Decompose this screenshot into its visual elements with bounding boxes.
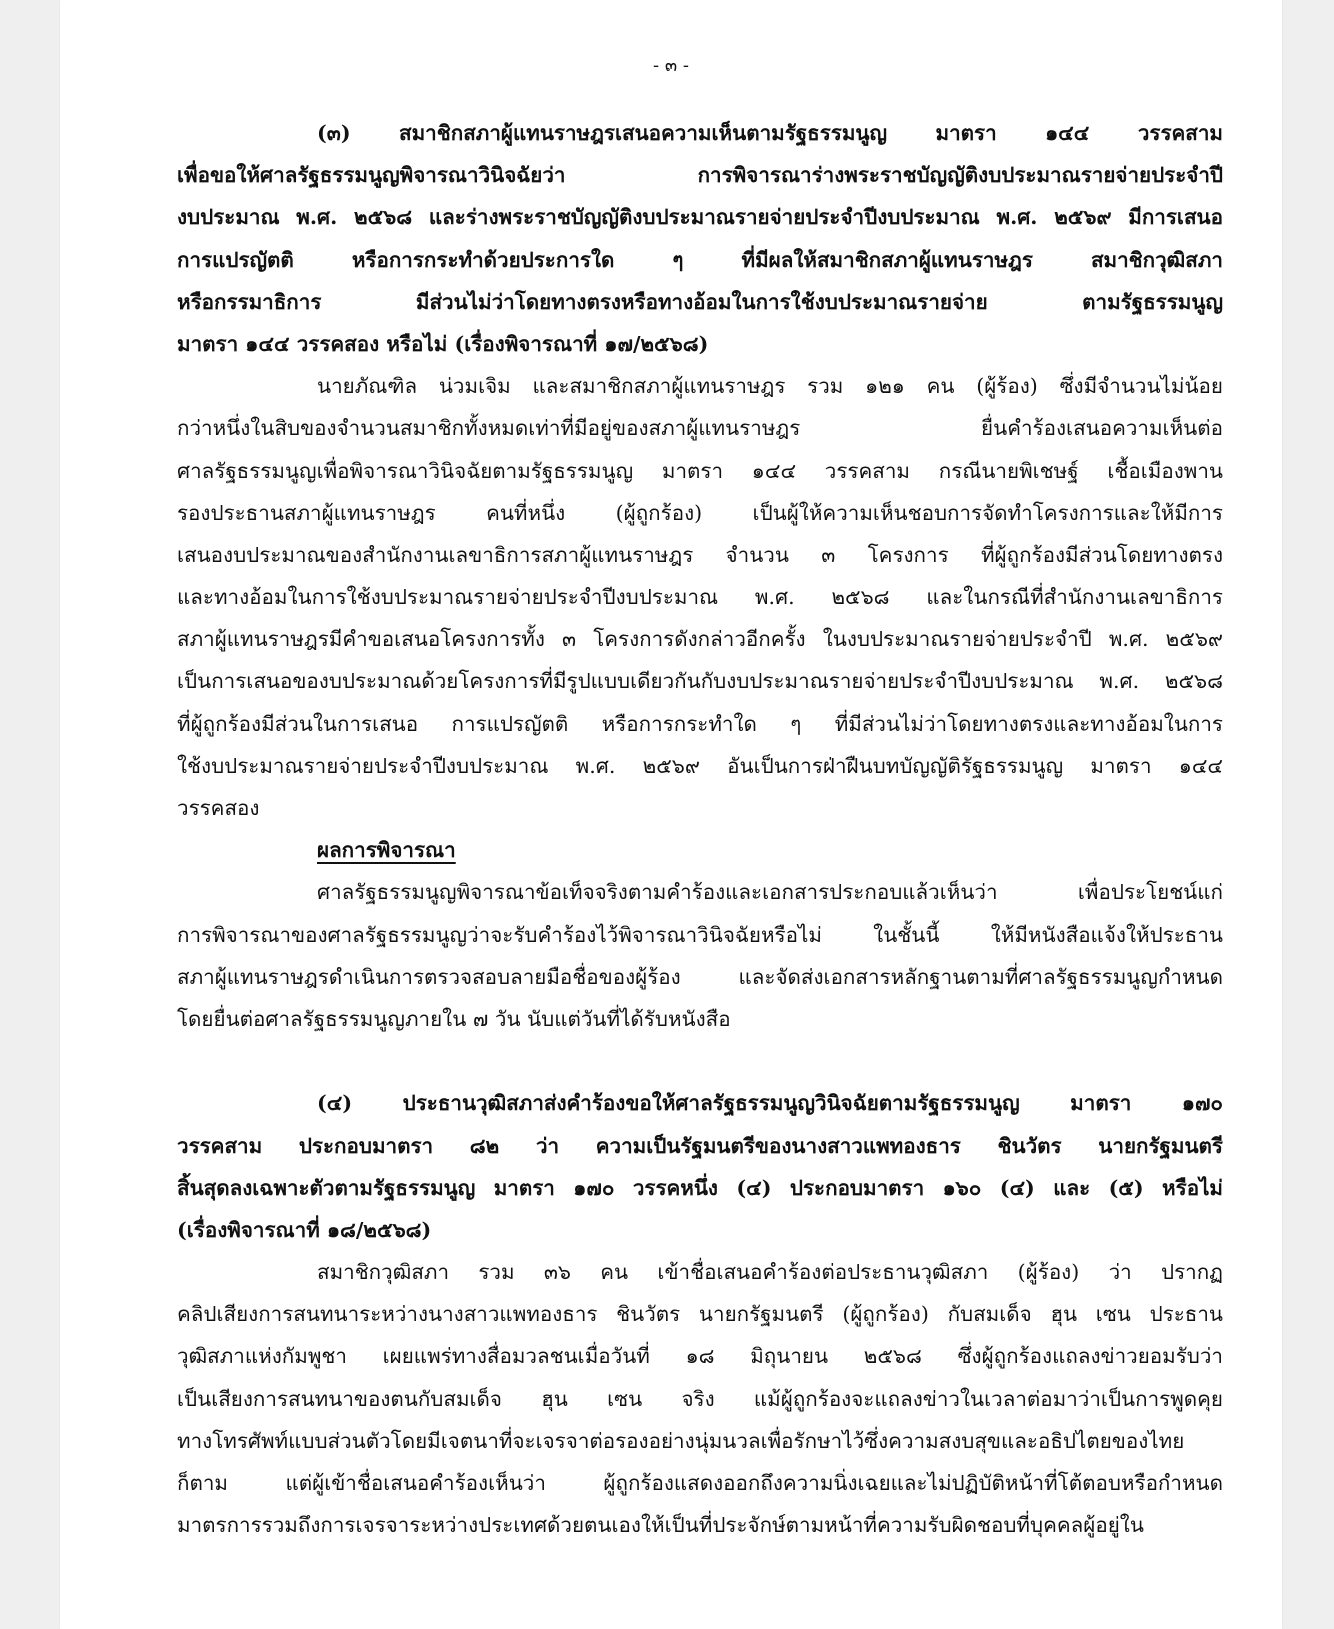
item4-body-line: สมาชิกวุฒิสภา รวม ๓๖ คน เข้าชื่อเสนอคำร้องต่อประธานวุฒิสภา (ผู้ร้อง) ว่า ปรากฏ bbox=[317, 1260, 1223, 1285]
section-gap bbox=[177, 1040, 1223, 1082]
result-line: สภาผู้แทนราษฎรดำเนินการตรวจสอบลายมือชื่อของผู้ร้อง และจัดส่งเอกสารหลักฐานตามที่ศาลรัฐธรรมนูญกำหนด bbox=[177, 964, 1223, 989]
item3-body-line: นายภัณฑิล น่วมเจิม และสมาชิกสภาผู้แทนราษฎร รวม ๑๒๑ คน (ผู้ร้อง) ซึ่งมีจำนวนไม่น้อย bbox=[317, 374, 1223, 399]
item3-body-line: วรรคสอง bbox=[177, 796, 260, 820]
item4-title-line: วรรคสาม ประกอบมาตรา ๘๒ ว่า ความเป็นรัฐมนตรีของนางสาวแพทองธาร ชินวัตร นายกรัฐมนตรี bbox=[177, 1133, 1223, 1158]
item4-body bbox=[177, 1251, 1223, 1546]
item3-body-line: รองประธานสภาผู้แทนราษฎร คนที่หนึ่ง (ผู้ถูกร้อง) เป็นผู้ให้ความเห็นชอบการจัดทำโครงการและให้มีการ bbox=[177, 500, 1223, 525]
result-line: โดยยื่นต่อศาลรัฐธรรมนูญภายใน ๗ วัน นับแต่วันที่ได้รับหนังสือ bbox=[177, 1006, 731, 1031]
item3-title-line: เพื่อขอให้ศาลรัฐธรรมนูญพิจารณาวินิจฉัยว่า การพิจารณาร่างพระราชบัญญัติงบประมาณรายจ่ายประจำปี bbox=[177, 163, 1223, 188]
result-line: การพิจารณาของศาลรัฐธรรมนูญว่าจะรับคำร้องไว้พิจารณาวินิจฉัยหรือไม่ ในชั้นนี้ ให้มีหนังสือแจ้งให้ประธาน bbox=[177, 922, 1223, 947]
item4-body-line: วุฒิสภาแห่งกัมพูชา เผยแพร่ทางสื่อมวลชนเมื่อวันที่ ๑๘ มิถุนายน ๒๕๖๘ ซึ่งผู้ถูกร้องแถลงข่าวยอมรับว่า bbox=[177, 1344, 1223, 1369]
item4-body-line: คลิปเสียงการสนทนาระหว่างนางสาวแพทองธาร ชินวัตร นายกรัฐมนตรี (ผู้ถูกร้อง) กับสมเด็จ ฮุน เซน ประธาน bbox=[177, 1302, 1223, 1327]
item3-body-line: เสนองบประมาณของสำนักงานเลขาธิการสภาผู้แทนราษฎร จำนวน ๓ โครงการ ที่ผู้ถูกร้องมีส่วนโดยทางตรง bbox=[177, 542, 1223, 567]
result-heading bbox=[177, 829, 1223, 871]
item3-body-line: ศาลรัฐธรรมนูญเพื่อพิจารณาวินิจฉัยตามรัฐธรรมนูญ มาตรา ๑๔๔ วรรคสาม กรณีนายพิเชษฐ์ เชื้อเมืองพาน bbox=[177, 458, 1223, 483]
item3-body bbox=[177, 365, 1223, 829]
item3-title-line: มาตรา ๑๔๔ วรรคสอง หรือไม่ (เรื่องพิจารณาที่ ๑๗/๒๕๖๘) bbox=[177, 331, 709, 356]
item4-body-line: ทางโทรศัพท์แบบส่วนตัวโดยมีเจตนาที่จะเจรจาต่อรองอย่างนุ่มนวลเพื่อรักษาไว้ซึ่งความสงบสุขและอธิปไตยของไทย bbox=[177, 1428, 1185, 1453]
page-number: - ๓ - bbox=[653, 55, 689, 76]
item3-title-line: (๓) สมาชิกสภาผู้แทนราษฎรเสนอความเห็นตามรัฐธรรมนูญ มาตรา ๑๔๔ วรรคสาม bbox=[317, 121, 1223, 145]
item3-body-line: ใช้งบประมาณรายจ่ายประจำปีงบประมาณ พ.ศ. ๒๕๖๙ อันเป็นการฝ่าฝืนบทบัญญัติรัฐธรรมนูญ มาตรา ๑๔๔ bbox=[177, 753, 1223, 778]
item4-body-line: มาตรการรวมถึงการเจรจาระหว่างประเทศด้วยตนเองให้เป็นที่ประจักษ์ตามหน้าที่ความรับผิดชอบที่บุคคลผู้อยู่ใน bbox=[177, 1513, 1144, 1538]
item3-body-line: และทางอ้อมในการใช้งบประมาณรายจ่ายประจำปีงบประมาณ พ.ศ. ๒๕๖๘ และในกรณีที่สำนักงานเลขาธิการ bbox=[177, 585, 1223, 610]
item3-title bbox=[177, 112, 1223, 365]
item4-title bbox=[177, 1082, 1223, 1251]
item4-body-line: ก็ตาม แต่ผู้เข้าชื่อเสนอคำร้องเห็นว่า ผู้ถูกร้องแสดงออกถึงความนิ่งเฉยและไม่ปฏิบัติหน้าที่โต้ตอบหรือกำหนด bbox=[177, 1471, 1223, 1495]
item3-body-line: เป็นการเสนอของบประมาณด้วยโครงการที่มีรูปแบบเดียวกันกับงบประมาณรายจ่ายประจำปีงบประมาณ พ.ศ. ๒๕๖๘ bbox=[177, 669, 1223, 694]
item3-result bbox=[177, 871, 1223, 1040]
item3-title-line: การแปรญัตติ หรือการกระทำด้วยประการใด ๆ ที่มีผลให้สมาชิกสภาผู้แทนราษฎร สมาชิกวุฒิสภา bbox=[177, 247, 1223, 272]
item3-body-line: ที่ผู้ถูกร้องมีส่วนในการเสนอ การแปรญัตติ หรือการกระทำใด ๆ ที่มีส่วนไม่ว่าโดยทางตรงและทางอ้อมในการ bbox=[177, 711, 1223, 736]
item3-body-line: กว่าหนึ่งในสิบของจำนวนสมาชิกทั้งหมดเท่าที่มีอยู่ของสภาผู้แทนราษฎร ยื่นคำร้องเสนอความเห็นต่อ bbox=[177, 416, 1223, 441]
item3-title-line: งบประมาณ พ.ศ. ๒๕๖๘ และร่างพระราชบัญญัติงบประมาณรายจ่ายประจำปีงบประมาณ พ.ศ. ๒๕๖๙ มีการเสนอ bbox=[177, 205, 1223, 230]
item3-body-line: สภาผู้แทนราษฎรมีคำขอเสนอโครงการทั้ง ๓ โครงการดังกล่าวอีกครั้ง ในงบประมาณรายจ่ายประจำปี พ.ศ. ๒๕๖๙ bbox=[177, 627, 1223, 652]
item4-title-line: (เรื่องพิจารณาที่ ๑๘/๒๕๖๘) bbox=[177, 1217, 432, 1242]
document-page bbox=[60, 0, 1282, 1629]
item4-title-line: สิ้นสุดลงเฉพาะตัวตามรัฐธรรมนูญ มาตรา ๑๗๐ วรรคหนึ่ง (๔) ประกอบมาตรา ๑๖๐ (๔) และ (๕) หรือไม่ bbox=[177, 1175, 1223, 1200]
item4-body-line: เป็นเสียงการสนทนาของตนกับสมเด็จ ฮุน เซน จริง แม้ผู้ถูกร้องจะแถลงข่าวในเวลาต่อมาว่าเป็นการพูดคุย bbox=[177, 1386, 1223, 1411]
item3-title-line: หรือกรรมาธิการ มีส่วนไม่ว่าโดยทางตรงหรือทางอ้อมในการใช้งบประมาณรายจ่าย ตามรัฐธรรมนูญ bbox=[177, 289, 1223, 314]
result-heading-text: ผลการพิจารณา bbox=[317, 838, 456, 863]
document-content bbox=[177, 112, 1223, 1546]
result-line: ศาลรัฐธรรมนูญพิจารณาข้อเท็จจริงตามคำร้องและเอกสารประกอบแล้วเห็นว่า เพื่อประโยชน์แก่ bbox=[317, 880, 1223, 905]
item4-title-line: (๔) ประธานวุฒิสภาส่งคำร้องขอให้ศาลรัฐธรรมนูญวินิจฉัยตามรัฐธรรมนูญ มาตรา ๑๗๐ bbox=[317, 1091, 1223, 1116]
